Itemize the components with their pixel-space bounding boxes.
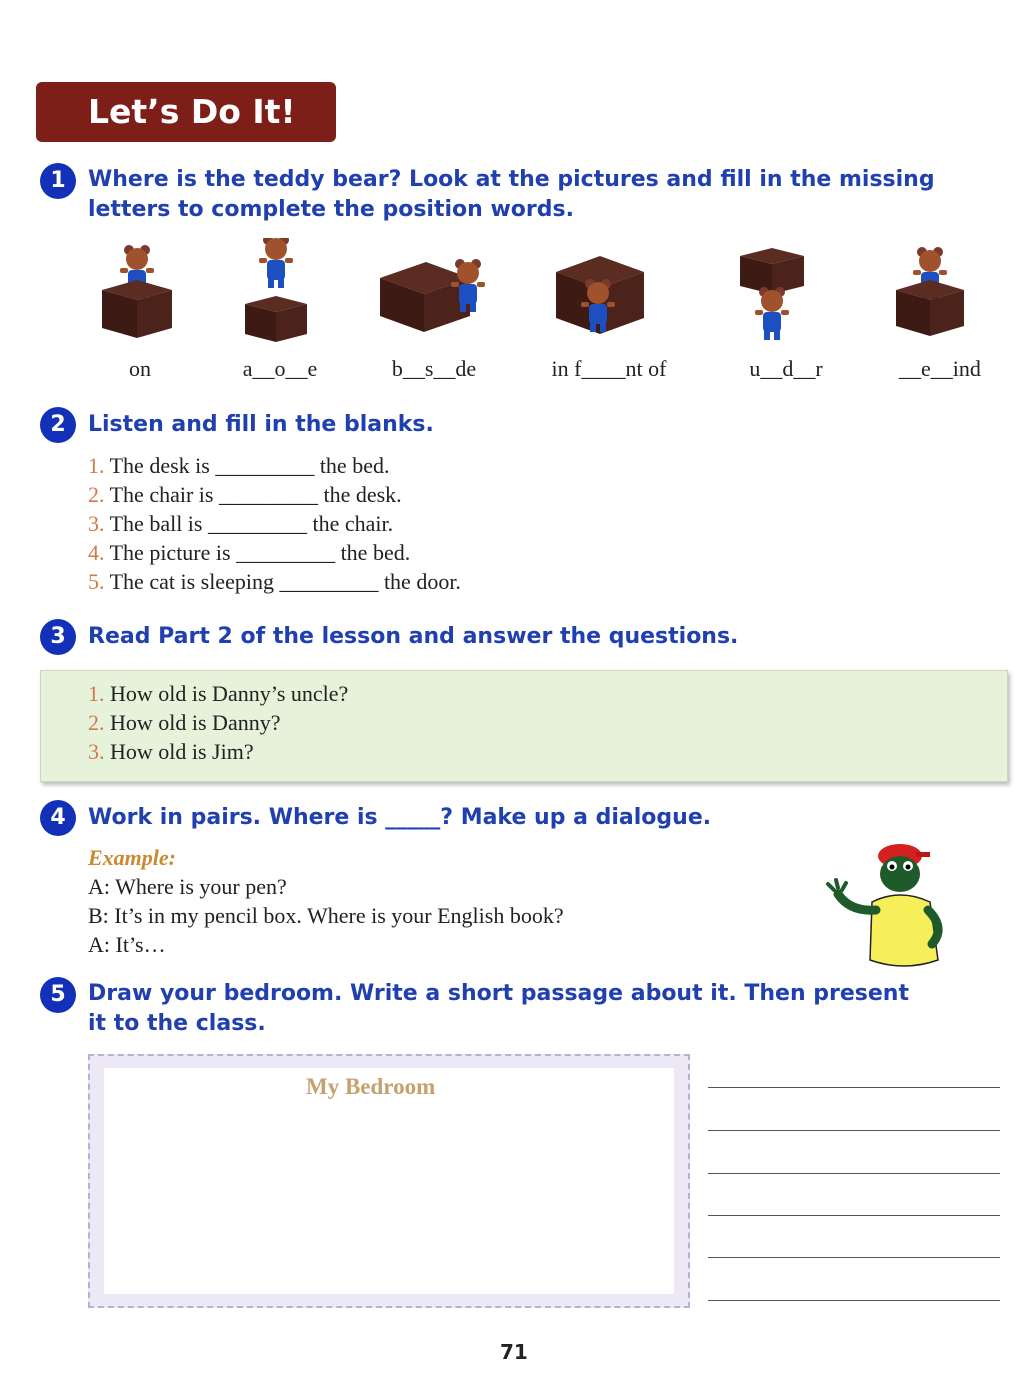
word-above: a__o__e xyxy=(242,356,318,381)
writing-line[interactable] xyxy=(708,1257,1000,1258)
item-text: The desk is _________ the bed. xyxy=(109,453,390,478)
item-number: 3. xyxy=(88,511,105,536)
example-label: Example: xyxy=(88,845,176,870)
item-text: How old is Jim? xyxy=(110,739,254,764)
item-text: The ball is _________ the chair. xyxy=(109,511,394,536)
word-on: on xyxy=(129,356,151,381)
picture-on xyxy=(102,245,172,338)
section-4-badge: 4 xyxy=(40,800,76,836)
dialogue-line: A: Where is your pen? xyxy=(88,874,287,899)
picture-above xyxy=(245,238,307,342)
writing-line[interactable] xyxy=(708,1130,1000,1131)
section-4-heading: Work in pairs. Where is _____? Make up a dialogue. xyxy=(88,805,712,830)
section-1-heading-line1: Where is the teddy bear? Look at the pictures and fill in the missing xyxy=(88,167,935,192)
picture-in-front-of xyxy=(556,256,644,334)
teddy-bear-pictures xyxy=(90,238,1010,348)
word-in-front-of: in f____nt of xyxy=(551,356,667,381)
listen-item xyxy=(88,453,389,479)
item-text: The chair is _________ the desk. xyxy=(109,482,402,507)
picture-under xyxy=(740,248,804,340)
section-3-heading: Read Part 2 of the lesson and answer the questions. xyxy=(88,624,739,649)
picture-behind xyxy=(896,247,964,336)
item-text: The picture is _________ the bed. xyxy=(109,540,411,565)
item-number: 5. xyxy=(88,569,105,594)
section-5-badge: 5 xyxy=(40,977,76,1013)
item-text: How old is Danny? xyxy=(110,710,281,735)
section-banner: Let’s Do It! xyxy=(36,82,336,142)
picture-beside xyxy=(380,259,485,332)
writing-line[interactable] xyxy=(708,1173,1000,1174)
writing-line[interactable] xyxy=(708,1087,1000,1088)
question-item xyxy=(88,681,348,707)
section-5-heading-line2: it to the class. xyxy=(88,1011,266,1036)
item-text: How old is Danny’s uncle? xyxy=(110,681,349,706)
listen-item xyxy=(88,482,402,508)
question-item xyxy=(88,739,254,765)
word-under: u__d__r xyxy=(749,356,823,381)
listen-item xyxy=(88,569,461,595)
section-2-badge: 2 xyxy=(40,407,76,443)
section-5-heading-line1: Draw your bedroom. Write a short passage about it. Then present xyxy=(88,981,909,1006)
writing-line[interactable] xyxy=(708,1300,1000,1301)
writing-line[interactable] xyxy=(708,1215,1000,1216)
item-number: 3. xyxy=(88,739,105,764)
question-item xyxy=(88,710,280,736)
listen-item xyxy=(88,511,393,537)
drawing-area[interactable] xyxy=(104,1068,674,1294)
section-1-heading-line2: letters to complete the position words. xyxy=(88,197,574,222)
item-number: 2. xyxy=(88,710,105,735)
item-number: 1. xyxy=(88,453,105,478)
listen-item xyxy=(88,540,410,566)
section-1-badge: 1 xyxy=(40,163,76,199)
dialogue-line: B: It’s in my pencil box. Where is your English book? xyxy=(88,903,564,928)
cartoon-character-illustration xyxy=(820,832,950,972)
drawing-box-title: My Bedroom xyxy=(306,1074,436,1099)
page-number: 71 xyxy=(500,1340,528,1364)
section-2-heading: Listen and fill in the blanks. xyxy=(88,412,434,437)
section-3-badge: 3 xyxy=(40,619,76,655)
item-number: 1. xyxy=(88,681,105,706)
item-number: 2. xyxy=(88,482,105,507)
dialogue-line: A: It’s… xyxy=(88,932,166,957)
item-text: The cat is sleeping _________ the door. xyxy=(109,569,461,594)
word-behind: __e__ind xyxy=(899,356,981,381)
word-beside: b__s__de xyxy=(391,356,477,381)
item-number: 4. xyxy=(88,540,105,565)
